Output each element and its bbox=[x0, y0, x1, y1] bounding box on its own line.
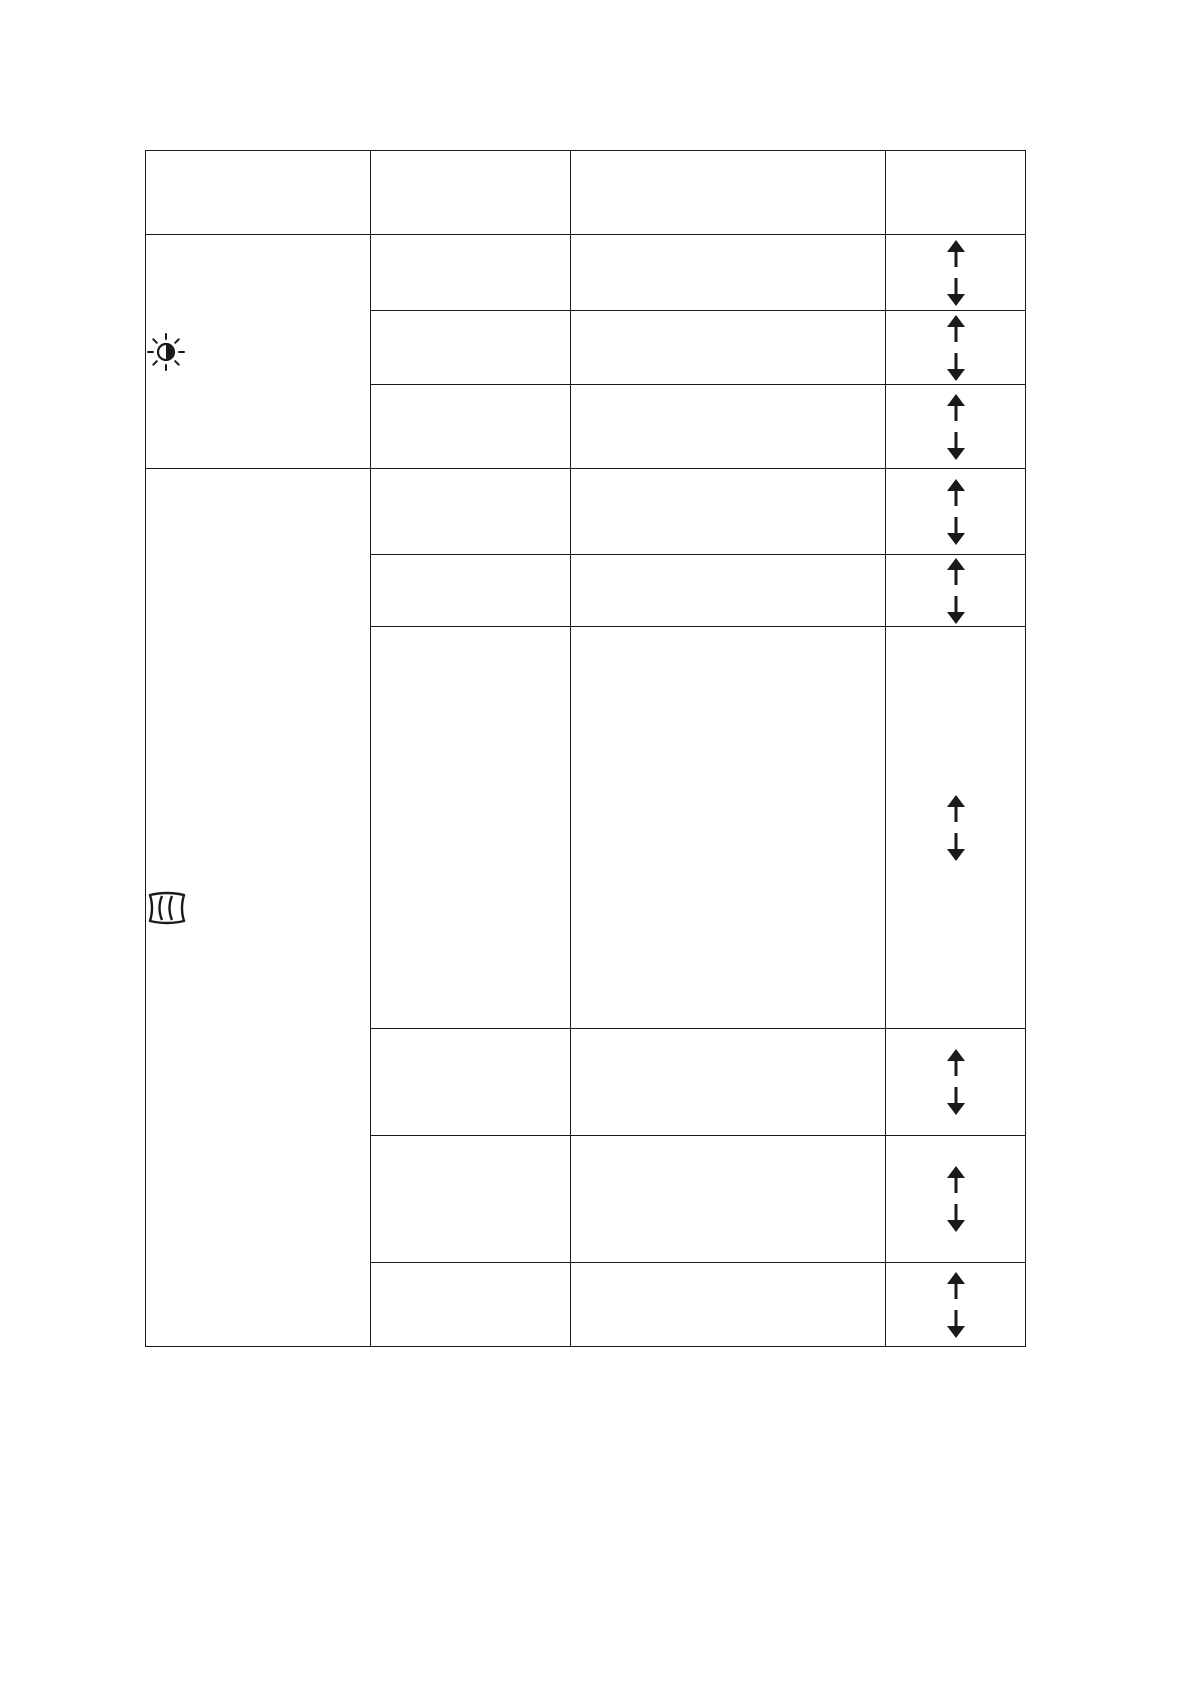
table-row bbox=[146, 469, 1026, 555]
brightness-contrast-icon bbox=[146, 332, 370, 372]
row-description bbox=[571, 311, 886, 385]
osd-settings-table bbox=[145, 150, 1026, 1347]
group-icon-cell-brightness bbox=[146, 235, 371, 469]
group-icon-cell-image-position bbox=[146, 469, 371, 1347]
header-cell-description bbox=[571, 151, 886, 235]
row-description bbox=[571, 555, 886, 627]
row-description bbox=[571, 235, 886, 311]
row-name bbox=[371, 235, 571, 311]
row-name bbox=[371, 627, 571, 1029]
up-down-arrow-icon[interactable] bbox=[944, 1049, 968, 1115]
up-down-arrow-icon[interactable] bbox=[944, 1166, 968, 1232]
header-cell-name bbox=[371, 151, 571, 235]
up-down-arrow-icon[interactable] bbox=[944, 795, 968, 861]
row-name bbox=[371, 385, 571, 469]
up-down-arrow-icon[interactable] bbox=[944, 315, 968, 381]
up-down-arrow-icon[interactable] bbox=[944, 240, 968, 306]
up-down-arrow-icon[interactable] bbox=[944, 1272, 968, 1338]
row-name bbox=[371, 1263, 571, 1347]
row-name bbox=[371, 311, 571, 385]
row-control bbox=[886, 555, 1026, 627]
row-name bbox=[371, 1136, 571, 1263]
row-control bbox=[886, 1136, 1026, 1263]
row-description bbox=[571, 1263, 886, 1347]
header-cell-icon bbox=[146, 151, 371, 235]
image-position-icon bbox=[146, 890, 370, 926]
row-description bbox=[571, 1029, 886, 1136]
table-header-row bbox=[146, 151, 1026, 235]
row-name bbox=[371, 469, 571, 555]
up-down-arrow-icon[interactable] bbox=[944, 394, 968, 460]
row-control bbox=[886, 311, 1026, 385]
row-control bbox=[886, 469, 1026, 555]
row-description bbox=[571, 385, 886, 469]
row-name bbox=[371, 1029, 571, 1136]
table-row bbox=[146, 235, 1026, 311]
row-description bbox=[571, 627, 886, 1029]
row-name bbox=[371, 555, 571, 627]
header-cell-control bbox=[886, 151, 1026, 235]
row-control bbox=[886, 1029, 1026, 1136]
row-control bbox=[886, 1263, 1026, 1347]
row-description bbox=[571, 469, 886, 555]
row-control bbox=[886, 235, 1026, 311]
row-description bbox=[571, 1136, 886, 1263]
row-control bbox=[886, 385, 1026, 469]
up-down-arrow-icon[interactable] bbox=[944, 558, 968, 624]
up-down-arrow-icon[interactable] bbox=[944, 479, 968, 545]
row-control bbox=[886, 627, 1026, 1029]
